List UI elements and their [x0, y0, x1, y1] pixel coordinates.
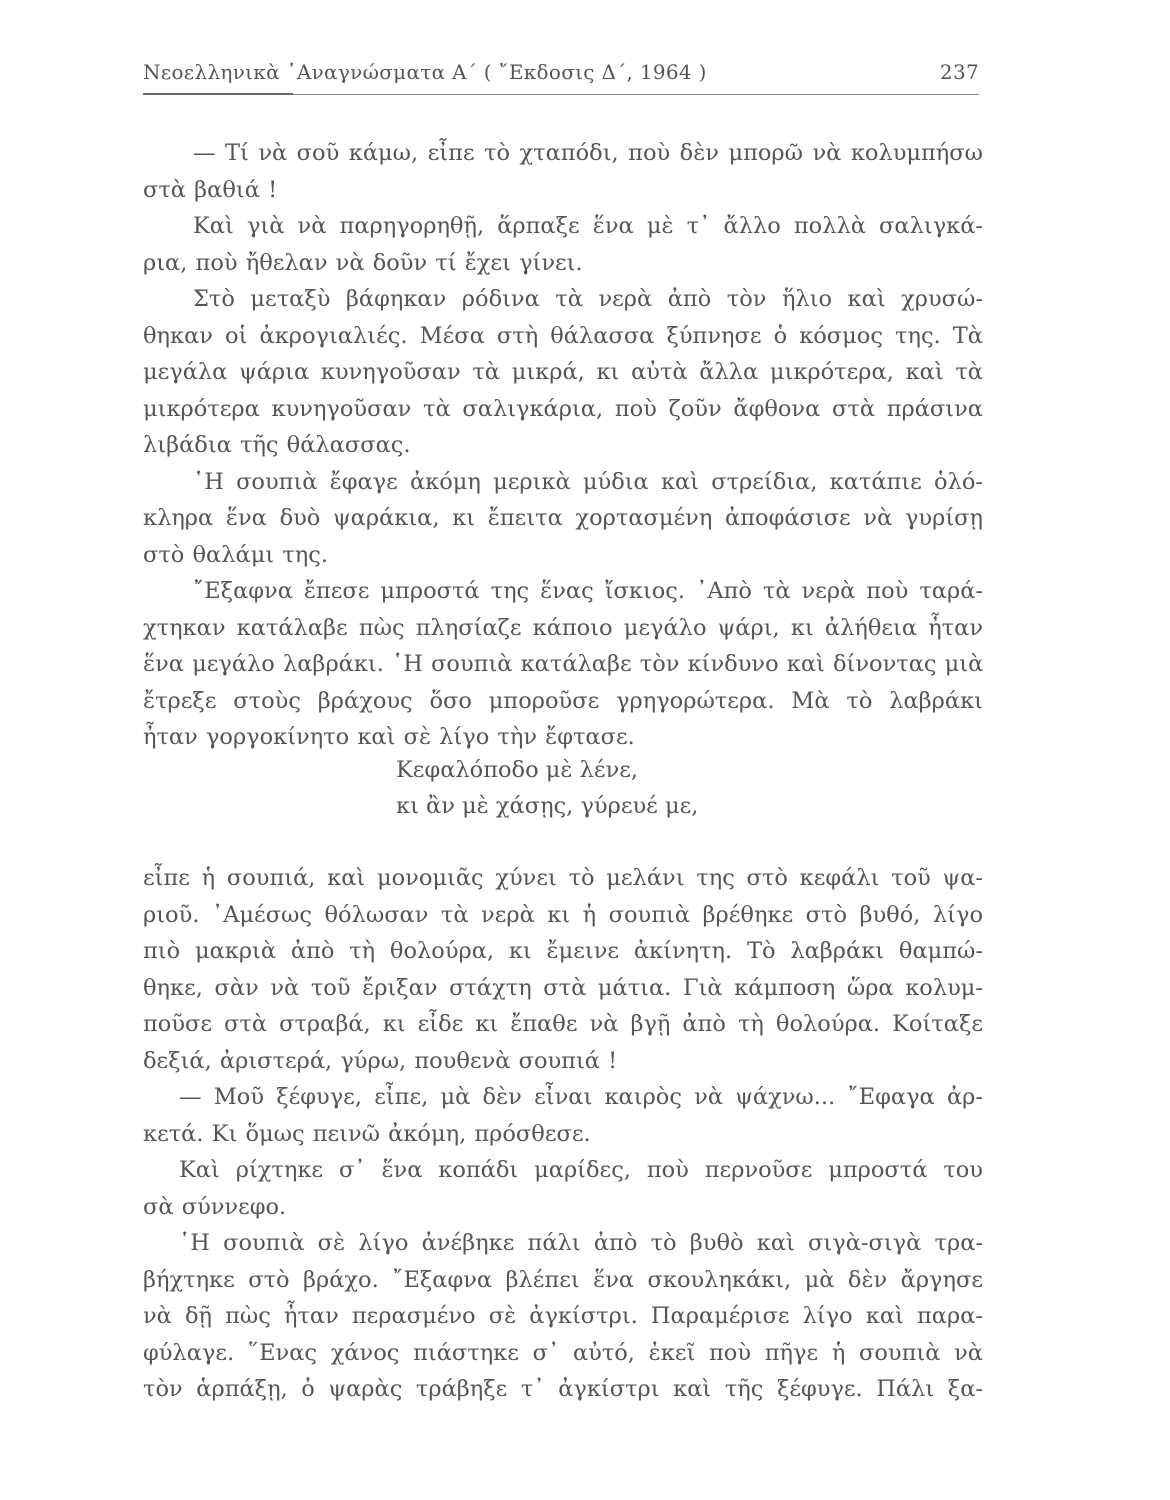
- text-line: στὰ βαθιά !: [143, 176, 278, 203]
- text-line: κληρα ἕνα δυὸ ψαράκια, κι ἔπειτα χορτασμένη ἀποφάσισε νὰ γυρίσῃ: [143, 505, 983, 531]
- body-text-top: [143, 135, 983, 756]
- text-line: ἦταν γοργοκίνητο καὶ σὲ λίγο τὴν ἔφτασε.: [143, 724, 635, 750]
- running-head-title: Νεοελληνικὰ ᾽Αναγνώσματα Α΄ ( ῎Εκδοσις Δ΄, 1964 ): [143, 60, 707, 84]
- text-line: νὰ δῇ πὼς ἦταν περασμένο σὲ ἀγκίστρι. Παραμέρισε λίγο καὶ παρα-: [143, 1303, 983, 1329]
- text-line: — Τί νὰ σοῦ κάμω, εἶπε τὸ χταπόδι, ποὺ δὲν μπορῶ νὰ κολυμπήσω: [193, 140, 983, 166]
- header-rule-accent: [143, 93, 293, 95]
- text-line: λιβάδια τῆς θάλασσας.: [143, 432, 411, 458]
- text-line: Καὶ γιὰ νὰ παρηγορηθῇ, ἅρπαξε ἕνα μὲ τ᾽ ἄλλο πολλὰ σαλιγκά-: [193, 213, 983, 239]
- text-line: σὰ σύννεφο.: [143, 1193, 287, 1220]
- text-line: φύλαγε. ῞Ενας χάνος πιάστηκε σ᾽ αὐτό, ἐκεῖ ποὺ πῆγε ἡ σουπιὰ νὰ: [143, 1339, 983, 1366]
- verse-line: κι ἂν μὲ χάσῃς, γύρευέ με,: [396, 793, 699, 819]
- text-line: θηκε, σὰν νὰ τοῦ ἔριξαν στάχτη στὰ μάτια. Γιὰ κάμποση ὥρα κολυμ-: [143, 974, 983, 1001]
- text-line: στὸ θαλάμι της.: [143, 541, 328, 568]
- text-line: εἶπε ἡ σουπιά, καὶ μονομιᾶς χύνει τὸ μελάνι της στὸ κεφάλι τοῦ ψα-: [143, 865, 983, 891]
- text-line: θηκαν οἱ ἀκρογιαλιές. Μέσα στὴ θάλασσα ξύπνησε ὁ κόσμος της. Τὰ: [143, 322, 983, 349]
- running-head: [143, 60, 979, 90]
- text-line: ἕνα μεγάλο λαβράκι. ῾Η σουπιὰ κατάλαβε τὸν κίνδυνο καὶ δίνοντας μιὰ: [143, 651, 984, 677]
- text-line: πιὸ μακριὰ ἀπὸ τὴ θολούρα, κι ἔμεινε ἀκίνητη. Τὸ λαβράκι θαμπώ-: [143, 938, 983, 964]
- text-line: βήχτηκε στὸ βράχο. ῎Εξαφνα βλέπει ἕνα σκουληκάκι, μὰ δὲν ἄργησε: [143, 1266, 983, 1293]
- page-number: 237: [939, 60, 979, 84]
- text-line: ρια, ποὺ ἤθελαν νὰ δοῦν τί ἔχει γίνει.: [143, 249, 583, 276]
- text-line: Στὸ μεταξὺ βάφηκαν ρόδινα τὰ νερὰ ἀπὸ τὸν ἥλιο καὶ χρυσώ-: [193, 286, 983, 312]
- body-text-bottom: [143, 860, 983, 1408]
- text-line: ῾Η σουπιὰ ἔφαγε ἀκόμη μερικὰ μύδια καὶ στρείδια, κατάπιε ὁλό-: [193, 468, 983, 495]
- text-line: ποῦσε στὰ στραβά, κι εἶδε κι ἔπαθε νὰ βγῇ ἀπὸ τὴ θολούρα. Κοίταξε: [143, 1011, 983, 1037]
- text-line: ριοῦ. ᾽Αμέσως θόλωσαν τὰ νερὰ κι ἡ σουπιὰ βρέθηκε στὸ βυθό, λίγο: [143, 901, 983, 928]
- text-line: — Μοῦ ξέφυγε, εἶπε, μὰ δὲν εἶναι καιρὸς νὰ ψάχνω... ῎Εφαγα ἀρ-: [179, 1084, 983, 1110]
- text-line: ἔτρεξε στοὺς βράχους ὅσο μποροῦσε γρηγορώτερα. Μὰ τὸ λαβράκι: [143, 687, 983, 714]
- text-line: τὸν ἁρπάξῃ, ὁ ψαρὰς τράβηξε τ᾽ ἀγκίστρι καὶ τῆς ξέφυγε. Πάλι ξα-: [143, 1376, 983, 1402]
- text-line: μεγάλα ψάρια κυνηγοῦσαν τὰ μικρά, κι αὐτὰ ἄλλα μικρότερα, καὶ τὰ: [143, 359, 983, 385]
- verse-block: [143, 752, 983, 824]
- text-line: χτηκαν κατάλαβε πὼς πλησίαζε κάποιο μεγάλο ψάρι, κι ἀλήθεια ἦταν: [143, 614, 983, 641]
- text-line: ῾Η σουπιὰ σὲ λίγο ἀνέβηκε πάλι ἀπὸ τὸ βυθὸ καὶ σιγὰ-σιγὰ τρα-: [179, 1230, 983, 1256]
- text-line: ῎Εξαφνα ἔπεσε μπροστά της ἕνας ἴσκιος. ᾽Απὸ τὰ νερὰ ποὺ ταρά-: [193, 578, 983, 604]
- text-line: Καὶ ρίχτηκε σ᾽ ἕνα κοπάδι μαρίδες, ποὺ περνοῦσε μπροστά του: [179, 1157, 983, 1183]
- text-line: κετά. Κι ὅμως πεινῶ ἀκόμη, πρόσθεσε.: [143, 1120, 591, 1147]
- text-line: δεξιά, ἀριστερά, γύρω, πουθενὰ σουπιά !: [143, 1047, 618, 1074]
- text-line: μικρότερα κυνηγοῦσαν τὰ σαλιγκάρια, ποὺ ζοῦν ἄφθονα στὰ πράσινα: [143, 395, 983, 422]
- verse-line: Κεφαλόποδο μὲ λένε,: [396, 757, 639, 783]
